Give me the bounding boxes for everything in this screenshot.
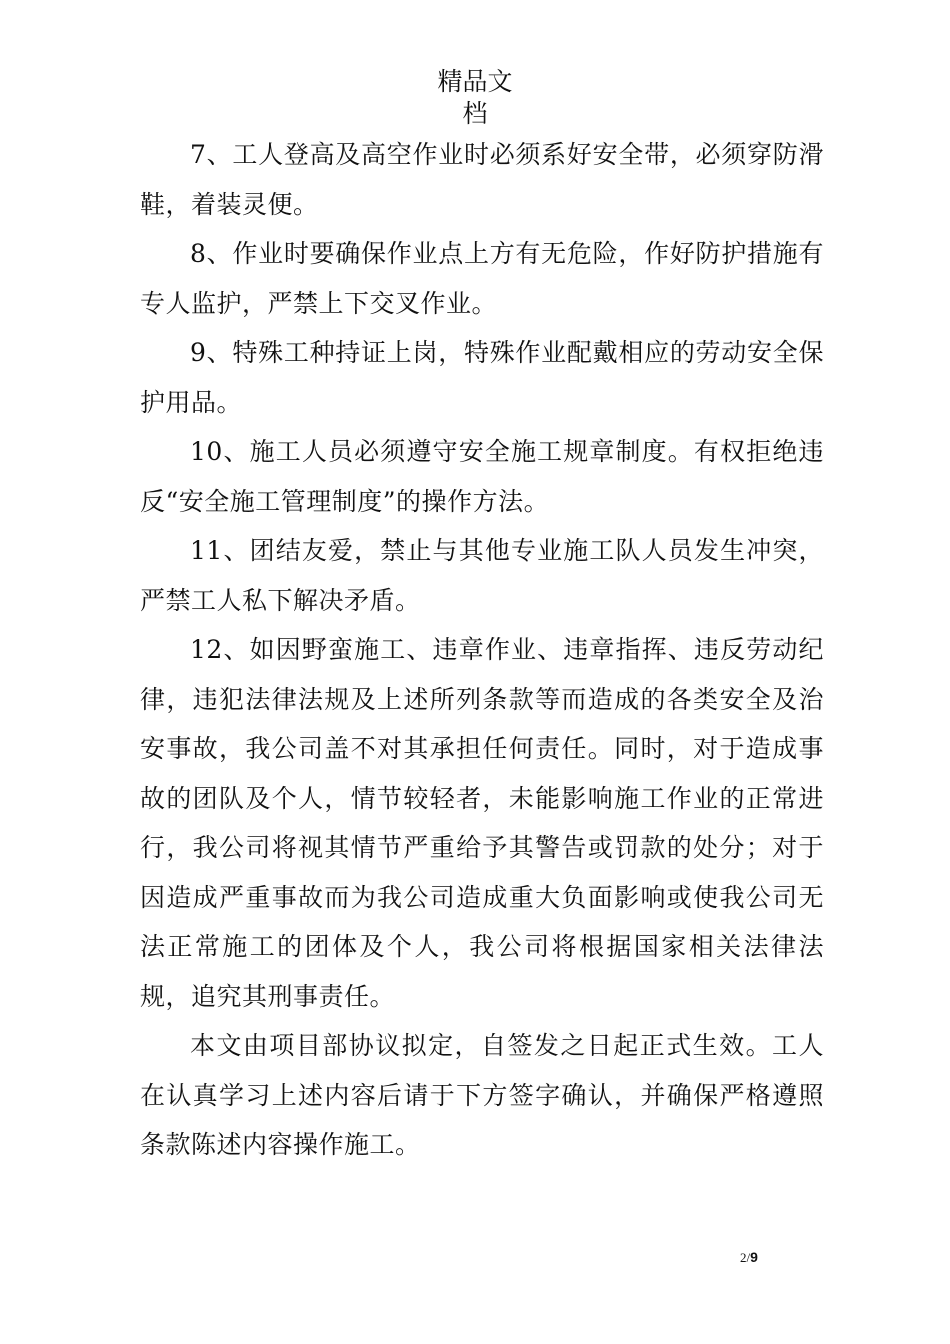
page-number-total: 9 <box>750 1249 758 1265</box>
paragraph-item-11: 11、团结友爱，禁止与其他专业施工队人员发生冲突，严禁工人私下解决矛盾。 <box>140 536 824 615</box>
paragraph-closing: 本文由项目部协议拟定，自签发之日起正式生效。工人在认真学习上述内容后请于下方签字确认，并确保严格遵照条款陈述内容操作施工。 <box>140 1031 824 1159</box>
page-number-current: 2/ <box>740 1250 751 1265</box>
page-number <box>740 1249 758 1266</box>
document-body <box>140 130 824 1170</box>
paragraph-item-7: 7、工人登高及高空作业时必须系好安全带，必须穿防滑鞋，着装灵便。 <box>140 140 824 219</box>
paragraph-item-12: 12、如因野蛮施工、违章作业、违章指挥、违反劳动纪律，违犯法律法规及上述所列条款等而造成的各类安全及治安事故，我公司盖不对其承担任何责任。同时，对于造成事故的团队及个人，情节较轻者，未能影响施工作业的正常进行，我公司将视其情节严重给予其警告或罚款的处分；对于因造成严重事故而为我公司造成重大负面影响或使我公司无法正常施工的团体及个人，我公司将根据国家相关法律法规，追究其刑事责任。 <box>140 635 824 1011</box>
header-title-line-2: 档 <box>462 99 488 128</box>
paragraph-item-10: 10、施工人员必须遵守安全施工规章制度。有权拒绝违反“安全施工管理制度”的操作方法。 <box>140 437 824 516</box>
paragraph-item-8: 8、作业时要确保作业点上方有无危险，作好防护措施有专人监护，严禁上下交叉作业。 <box>140 239 824 318</box>
page-header <box>0 66 950 130</box>
header-title-line-1: 精品文 <box>437 67 513 96</box>
paragraph-item-9: 9、特殊工种持证上岗，特殊作业配戴相应的劳动安全保护用品。 <box>140 338 824 417</box>
